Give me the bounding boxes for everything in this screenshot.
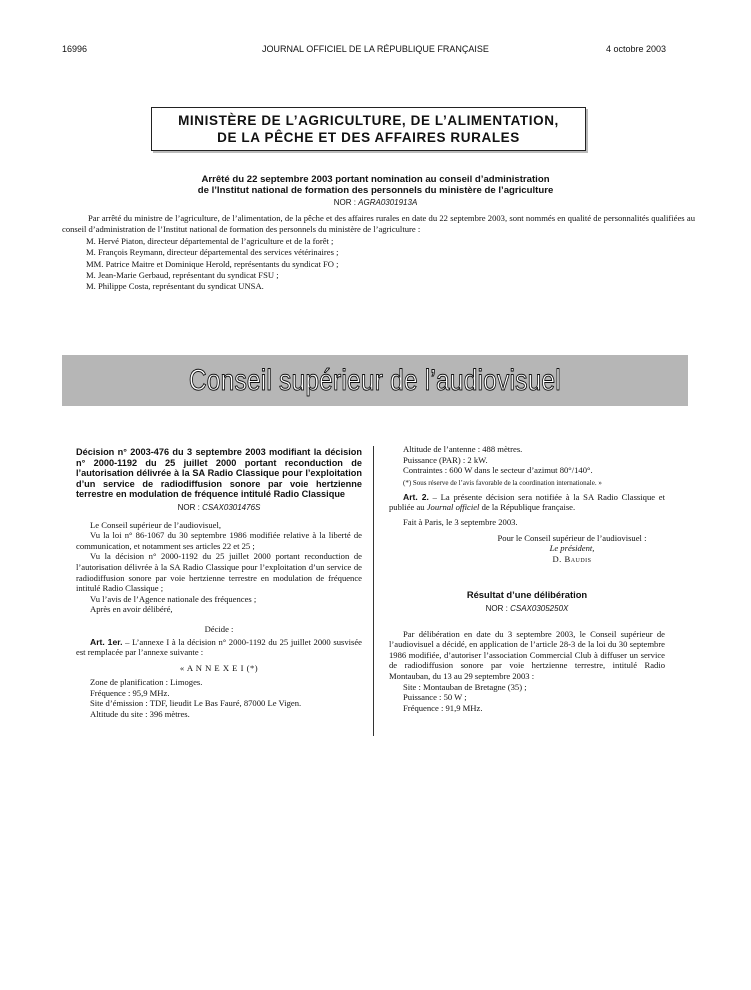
annexe-footnote: (*) Sous réserve de l’avis favorable de la coordination internationale. » — [403, 478, 602, 487]
journal-officiel-ref: Journal officiel — [426, 502, 480, 513]
decision-para: Vu la loi n° 86-1067 du 30 septembre 1986 modifiée relative à la liberté de communication, et notamment ses articles 22 et 25 ; — [76, 530, 362, 551]
article-2-text: – La présente décision sera notifiée à la SA Radio Classique et publiée au — [389, 491, 665, 513]
resultat-line: Puissance : 50 W ; — [403, 692, 467, 703]
member-item: M. Jean-Marie Gerbaud, représentant du syndicat FSU ; — [86, 270, 279, 281]
ministry-heading-line2: DE LA PÊCHE ET DES AFFAIRES RURALES — [217, 130, 520, 145]
member-item: M. Hervé Piaton, directeur départemental de l’agriculture et de la forêt ; — [86, 235, 334, 246]
article-1 — [76, 637, 362, 658]
annexe-line: Puissance (PAR) : 2 kW. — [403, 454, 488, 465]
arrete-title-line2: de l’Institut national de formation des personnels du ministère de l’agriculture — [197, 185, 554, 196]
resultat-title: Résultat d’une délibération — [466, 589, 588, 601]
issue-date: 4 octobre 2003 — [605, 44, 666, 54]
right-column — [389, 444, 665, 713]
decide-label: Décide : — [204, 623, 234, 634]
decision-para: Vu l’avis de l’Agence nationale des fréquences ; — [90, 593, 257, 604]
annexe-line: Contraintes : 600 W dans le secteur d’azimut 80°/140°. — [403, 465, 593, 476]
annexe-title: « A N N E X E I (*) — [179, 662, 259, 673]
annexe-line: Fréquence : 95,9 MHz. — [90, 687, 170, 698]
annexe-line: Altitude du site : 396 mètres. — [90, 709, 190, 720]
decision-para: Vu la décision n° 2000-1192 du 25 juillet 2000 portant reconduction de l’autorisation délivrée à la SA Radio Classique pour l’exploitation d’un service de radiodiffusion sonore par voie hertzienne terrestre en modulation de fréquence intitulé Radio Classique ; — [76, 551, 362, 594]
left-column — [76, 447, 362, 720]
nor-label: NOR : — [485, 603, 511, 613]
annexe-line: Zone de planification : Limoges. — [90, 677, 203, 688]
article-1-label: Art. 1er. — [90, 636, 123, 647]
annexe-line: Site d’émission : TDF, lieudit Le Bas Fauré, 87000 Le Vigen. — [90, 698, 302, 709]
member-item: MM. Patrice Maitre et Dominique Herold, représentants du syndicat FO ; — [86, 258, 339, 269]
signature-name: D. Baudis — [552, 553, 592, 564]
nor-code: CSAX0301476S — [202, 502, 261, 512]
arrete-nor — [0, 198, 751, 207]
arrete-intro: Par arrêté du ministre de l’agriculture, de l’alimentation, de la pêche et des affaires rurales en date du 22 septembre 2003, sont nommés en qualité de personnalités qualifiées au conseil d’administration de l’Institut national de formation des personnels du ministère de l’agriculture : — [62, 213, 695, 235]
page-number: 16996 — [62, 44, 88, 54]
journal-title: JOURNAL OFFICIEL DE LA RÉPUBLIQUE FRANÇAISE — [262, 44, 489, 54]
nor-code: AGRA0301913A — [358, 198, 418, 207]
done-at: Fait à Paris, le 3 septembre 2003. — [403, 516, 518, 527]
arrete-body — [62, 213, 695, 293]
column-divider — [373, 446, 374, 736]
nor-label: NOR : — [333, 198, 359, 207]
nor-code: CSAX0305250X — [510, 603, 569, 613]
resultat-line: Fréquence : 91,9 MHz. — [403, 702, 483, 713]
ministry-heading-box — [151, 107, 586, 151]
member-item: M. François Reymann, directeur départemental des services vétérinaires ; — [86, 247, 339, 258]
resultat-text: Par délibération en date du 3 septembre 2003, le Conseil supérieur de l’audiovisuel a décidé, en application de l’article 28-3 de la loi du 30 septembre 1986 modifiée, d’autoriser l’association Commercial Club à diffuser un service de radiodiffusion sonore par voie hertzienne terrestre, intitulé Radio Montauban, du 13 au 29 septembre 2003 : — [389, 628, 665, 681]
decision-para: Le Conseil supérieur de l’audiovisuel, — [90, 519, 222, 530]
decision-nor — [76, 503, 362, 514]
signature-line: Pour le Conseil supérieur de l’audiovisuel : — [497, 532, 647, 543]
ministry-heading-line1: MINISTÈRE DE L’AGRICULTURE, DE L’ALIMENTATION, — [178, 113, 559, 128]
article-2 — [389, 492, 665, 513]
csa-banner-title: Conseil supérieur de l’audiovisuel — [188, 363, 562, 397]
nor-label: NOR : — [177, 502, 203, 512]
decision-title: Décision n° 2003-476 du 3 septembre 2003 modifiant la décision n° 2000-1192 du 25 juillet 2000 portant reconduction de l’autorisation délivrée à la SA Radio Classique pour l’exploitation d’un service de radiodiffusion sonore par voie hertzienne terrestre en modulation de fréquence intitulé Radio Classique — [76, 447, 362, 500]
resultat-nor — [389, 604, 665, 615]
member-item: M. Philippe Costa, représentant du syndicat UNSA. — [86, 281, 264, 292]
annexe-line: Altitude de l’antenne : 488 mètres. — [403, 444, 523, 454]
article-2-text-end: de la République française. — [479, 502, 576, 513]
article-2-label: Art. 2. — [403, 491, 429, 502]
signature-title — [389, 543, 665, 554]
arrete-title-line1: Arrêté du 22 septembre 2003 portant nomination au conseil d’administration — [201, 174, 550, 185]
arrete-title — [0, 174, 751, 196]
resultat-line: Site : Montauban de Bretagne (35) ; — [403, 681, 527, 692]
signature-title-text: Le président, — [549, 543, 595, 554]
csa-banner — [62, 355, 688, 406]
article-1-text: – L’annexe I à la décision n° 2000-1192 du 25 juillet 2000 susvisée est remplacée par l’annexe suivante : — [76, 636, 362, 658]
decision-para: Après en avoir délibéré, — [90, 604, 173, 615]
